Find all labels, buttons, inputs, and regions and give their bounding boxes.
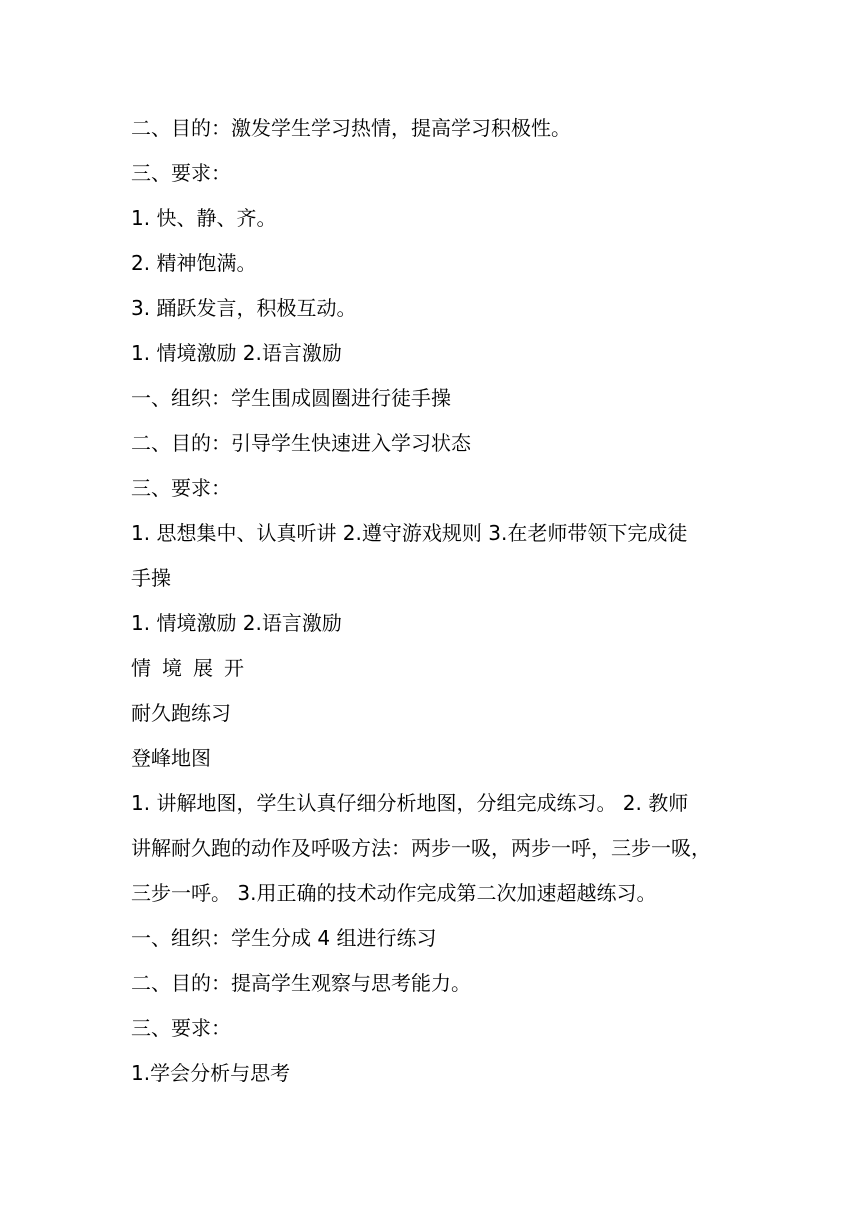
text-line: 三、要求： bbox=[131, 1016, 231, 1040]
text-line: 1. 情境激励 2.语言激励 bbox=[131, 341, 342, 365]
document-body bbox=[131, 106, 731, 1096]
paragraph-line: 手操 bbox=[131, 566, 171, 590]
text-line: 二、目的：提高学生观察与思考能力。 bbox=[131, 971, 471, 995]
text-line: 三、要求： bbox=[131, 161, 231, 185]
text-line: 1. 快、静、齐。 bbox=[131, 206, 277, 230]
text-line: 一、组织：学生分成 4 组进行练习 bbox=[131, 926, 437, 950]
text-line: 3. 踊跃发言，积极互动。 bbox=[131, 296, 357, 320]
section-heading: 登峰地图 bbox=[131, 746, 211, 770]
text-line: 一、组织：学生围成圆圈进行徒手操 bbox=[131, 386, 451, 410]
text-line: 2. 精神饱满。 bbox=[131, 251, 257, 275]
paragraph-line: 三步一呼。 3.用正确的技术动作完成第二次加速超越练习。 bbox=[131, 881, 657, 905]
text-line: 二、目的：引导学生快速进入学习状态 bbox=[131, 431, 471, 455]
paragraph bbox=[131, 781, 731, 916]
text-line: 1.学会分析与思考 bbox=[131, 1061, 291, 1085]
paragraph-line: 1. 讲解地图，学生认真仔细分析地图，分组完成练习。 2. 教师 bbox=[131, 791, 689, 815]
section-heading: 情境展开 bbox=[131, 656, 255, 680]
paragraph-line: 1. 思想集中、认真听讲 2.遵守游戏规则 3.在老师带领下完成徒 bbox=[131, 521, 688, 545]
text-line: 三、要求： bbox=[131, 476, 231, 500]
section-heading: 耐久跑练习 bbox=[131, 701, 231, 725]
paragraph-line: 讲解耐久跑的动作及呼吸方法：两步一吸，两步一呼，三步一吸， bbox=[131, 836, 711, 860]
text-line: 二、目的：激发学生学习热情，提高学习积极性。 bbox=[131, 116, 571, 140]
paragraph bbox=[131, 511, 731, 601]
text-line: 1. 情境激励 2.语言激励 bbox=[131, 611, 342, 635]
